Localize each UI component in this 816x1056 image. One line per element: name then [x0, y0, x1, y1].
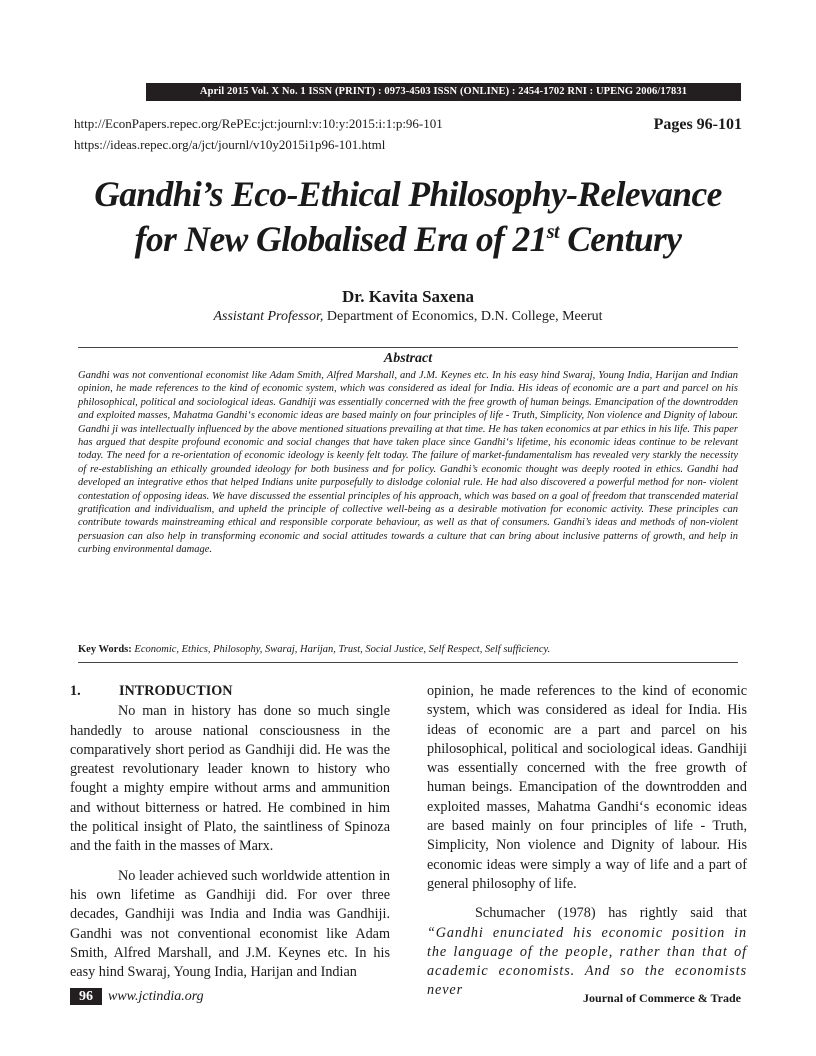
- title-superscript: st: [546, 221, 559, 244]
- abstract-bottom-rule: [78, 662, 738, 663]
- affiliation-role: Assistant Professor,: [213, 309, 324, 324]
- article-title: [40, 172, 776, 262]
- paragraph: [427, 904, 747, 1000]
- left-column: [70, 682, 390, 982]
- keywords-label: Key Words:: [78, 644, 132, 655]
- author-affiliation: [0, 309, 816, 325]
- ideas-url[interactable]: https://ideas.repec.org/a/jct/journl/v10y2015i1p96-101.html: [74, 137, 386, 152]
- title-line-2: [40, 217, 776, 262]
- keywords-list: Economic, Ethics, Philosophy, Swaraj, Harijan, Trust, Social Justice, Self Respect, Self sufficiency.: [131, 644, 551, 655]
- abstract-top-rule: [78, 347, 738, 348]
- page-number: 96: [70, 988, 102, 1005]
- journal-website[interactable]: www.jctindia.org: [108, 989, 204, 1004]
- right-column: [427, 682, 747, 1001]
- schumacher-quote: “Gandhi enunciated his economic position in the language of the people, rather than that of academic economists. And so the economists never: [427, 924, 747, 999]
- paragraph: opinion, he made references to the kind of economic system, which was considered as ideal for India. His ideas of economic are a part and parcel on his philosophical, political and sociological ideas. Gandhiji was essentially concerned with the free growth of human beings. Emancipation of the downtrodden and exploited masses, Mahatma Gandhi‘s economic ideas are based mainly on four principles of life - Truth, Simplicity, Non violence and Dignity of labour. His economic ideas were simply a way of life and a part of general philosophy of life.: [427, 683, 747, 892]
- issue-info-banner: April 2015 Vol. X No. 1 ISSN (PRINT) : 0973-4503 ISSN (ONLINE) : 2454-1702 RNI : UPENG 2006/17831: [146, 83, 741, 101]
- page-range: Pages 96-101: [653, 116, 742, 133]
- paragraph: No man in history has done so much single handedly to arouse national consciousness in the comparatively short period as Gandhiji did. He was the greatest revolutionary leader known to history who fought a mighty empire without arms and ammunition and without bitterness or hatred. He combined in him the political insight of Plato, the saintliness of Spinoza and the faith in the masses of Marx.: [70, 703, 390, 855]
- affiliation-department: Department of Economics, D.N. College, Meerut: [323, 309, 603, 324]
- title-line-2-start: for New Globalised Era of 21: [134, 219, 547, 259]
- author-name: Dr. Kavita Saxena: [341, 287, 475, 306]
- title-line-2-end: Century: [558, 219, 682, 259]
- quote-lead: Schumacher (1978) has rightly said that: [475, 905, 747, 922]
- title-line-1: Gandhi’s Eco-Ethical Philosophy-Relevance: [94, 174, 722, 214]
- paragraph: No leader achieved such worldwide attention in his own lifetime as Gandhiji did. For over three decades, Gandhiji was India and India was Gandhiji. Gandhi was not conventional economist like Adam Smith, Alfred Marshall, and J.M. Keynes etc. In his easy hind Swaraj, Young India, Harijan and Indian: [70, 867, 390, 981]
- section-number: 1.: [70, 683, 81, 699]
- keywords: [78, 643, 738, 656]
- econpapers-url[interactable]: http://EconPapers.repec.org/RePEc:jct:journl:v:10:y:2015:i:1:p:96-101: [74, 116, 443, 131]
- journal-name: Journal of Commerce & Trade: [583, 991, 741, 1005]
- abstract-text: Gandhi was not conventional economist like Adam Smith, Alfred Marshall, and J.M. Keynes etc. In his easy hind Swaraj, Young India, Harijan and Indian opinion, he made references to the kind of economic system, which was considered as ideal for India. His ideas of economic are a part and parcel on his philosophical, political and sociological ideas. Gandhiji was essentially concerned with the free growth of human beings. Emancipation of the downtrodden and exploited masses, Mahatma Gandhi‘s economic ideas are based mainly on four principles of life - Truth, Simplicity, Non violence and Dignity of labour. Gandhi ji was intellectually influenced by the above mentioned situations prevailing at that time. He has taken economics at par ethics in his life. This paper has argued that despite profound economic and social changes that have taken place since Gandhi‘s lifetime, his economic ideas continue to be relevant today. The need for a re-orientation of economic ideology is keenly felt today. The failure of market-fundamentalism has revealed very starkly the necessity of re-establishing an ethically grounded ideology for both business and for policy. Gandhi’s economic thought was deeply rooted in ethics. Gandhi had developed an integrative ethos that helped Indians unite purposefully to dislodge colonial rule. He had also discovered a powerful method for non- violent contestation of opposing ideas. We have discussed the essential principles of his approach, which was based on a goal of freedom that transcended material gratification and individualism, and upheld the principle of collective well-being as a desirable motivation for economic activity. These principles can contribute towards mainstreaming ethical and responsible corporate behaviour, as well as that of consumers. Gandhi’s ideas and methods of non-violent persuasion can also help in transforming economic and social attitudes towards a culture that can bring about inclusive patterns of growth, and help in curbing environmental damage.: [78, 370, 738, 556]
- abstract-heading: Abstract: [383, 351, 433, 366]
- section-title: INTRODUCTION: [119, 683, 233, 699]
- section-heading: [70, 682, 390, 701]
